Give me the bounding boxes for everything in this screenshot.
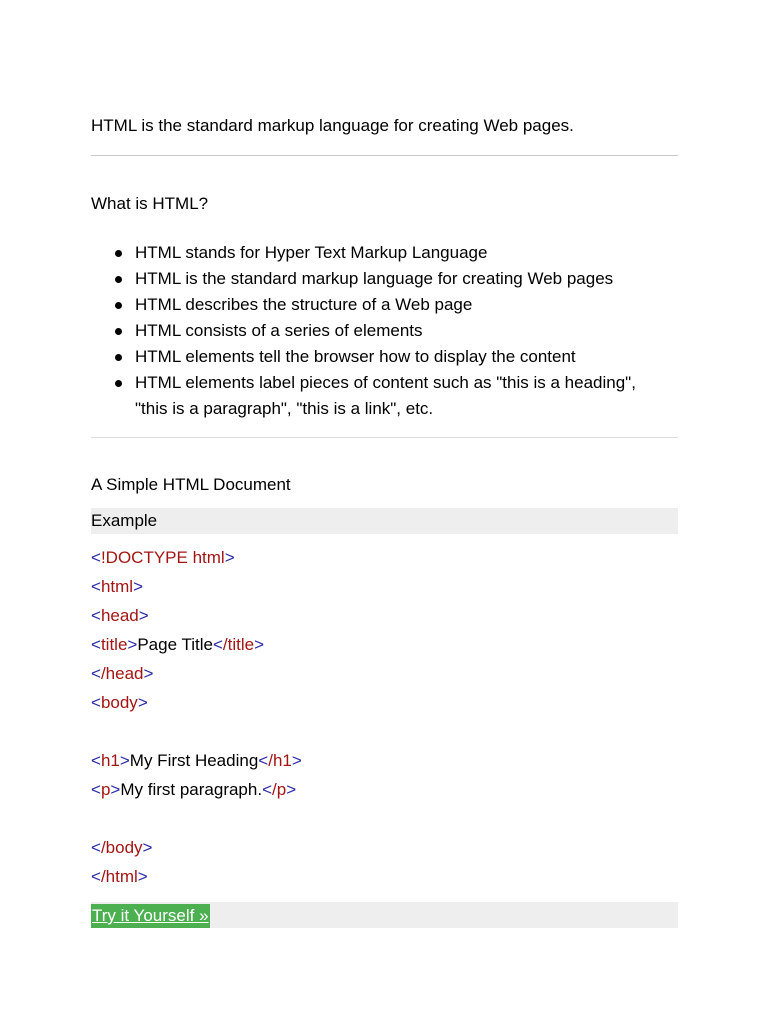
bullet-icon	[115, 328, 122, 335]
try-it-bar	[91, 902, 678, 928]
bullet-icon	[115, 354, 122, 361]
example-label: Example	[91, 511, 158, 530]
example-header	[91, 508, 678, 534]
code-line-body-close: </body>	[91, 838, 153, 857]
list-item: HTML stands for Hyper Text Markup Language	[91, 240, 678, 266]
list-item: HTML consists of a series of elements	[91, 318, 678, 344]
code-blank-line	[91, 717, 302, 746]
divider	[91, 437, 678, 438]
code-blank-line	[91, 804, 302, 833]
feature-list	[91, 240, 678, 422]
list-item: HTML elements label pieces of content such as "this is a heading",	[91, 370, 678, 396]
code-line-body-open: <body>	[91, 693, 148, 712]
list-item: HTML describes the structure of a Web page	[91, 292, 678, 318]
divider	[91, 155, 678, 156]
code-line-h1: <h1>My First Heading</h1>	[91, 751, 302, 770]
list-item: HTML elements tell the browser how to display the content	[91, 344, 678, 370]
section-heading-what-is-html: What is HTML?	[91, 194, 209, 213]
code-line-html-open: <html>	[91, 577, 143, 596]
code-line-html-close: </html>	[91, 867, 148, 886]
try-it-yourself-button[interactable]: Try it Yourself »	[91, 904, 210, 928]
bullet-icon	[115, 276, 122, 283]
bullet-icon	[115, 250, 122, 257]
intro-text: HTML is the standard markup language for creating Web pages.	[91, 116, 574, 135]
code-line-head-open: <head>	[91, 606, 149, 625]
bullet-icon	[115, 380, 122, 387]
code-line-p: <p>My first paragraph.</p>	[91, 780, 297, 799]
code-line-doctype: <!DOCTYPE html>	[91, 548, 235, 567]
code-line-title: <title>Page Title</title>	[91, 635, 265, 654]
bullet-icon	[115, 302, 122, 309]
list-item-continuation: "this is a paragraph", "this is a link", etc.	[135, 399, 434, 418]
list-item: HTML is the standard markup language for creating Web pages	[91, 266, 678, 292]
code-example	[91, 543, 302, 891]
code-line-head-close: </head>	[91, 664, 154, 683]
section-heading-simple-document: A Simple HTML Document	[91, 475, 291, 494]
